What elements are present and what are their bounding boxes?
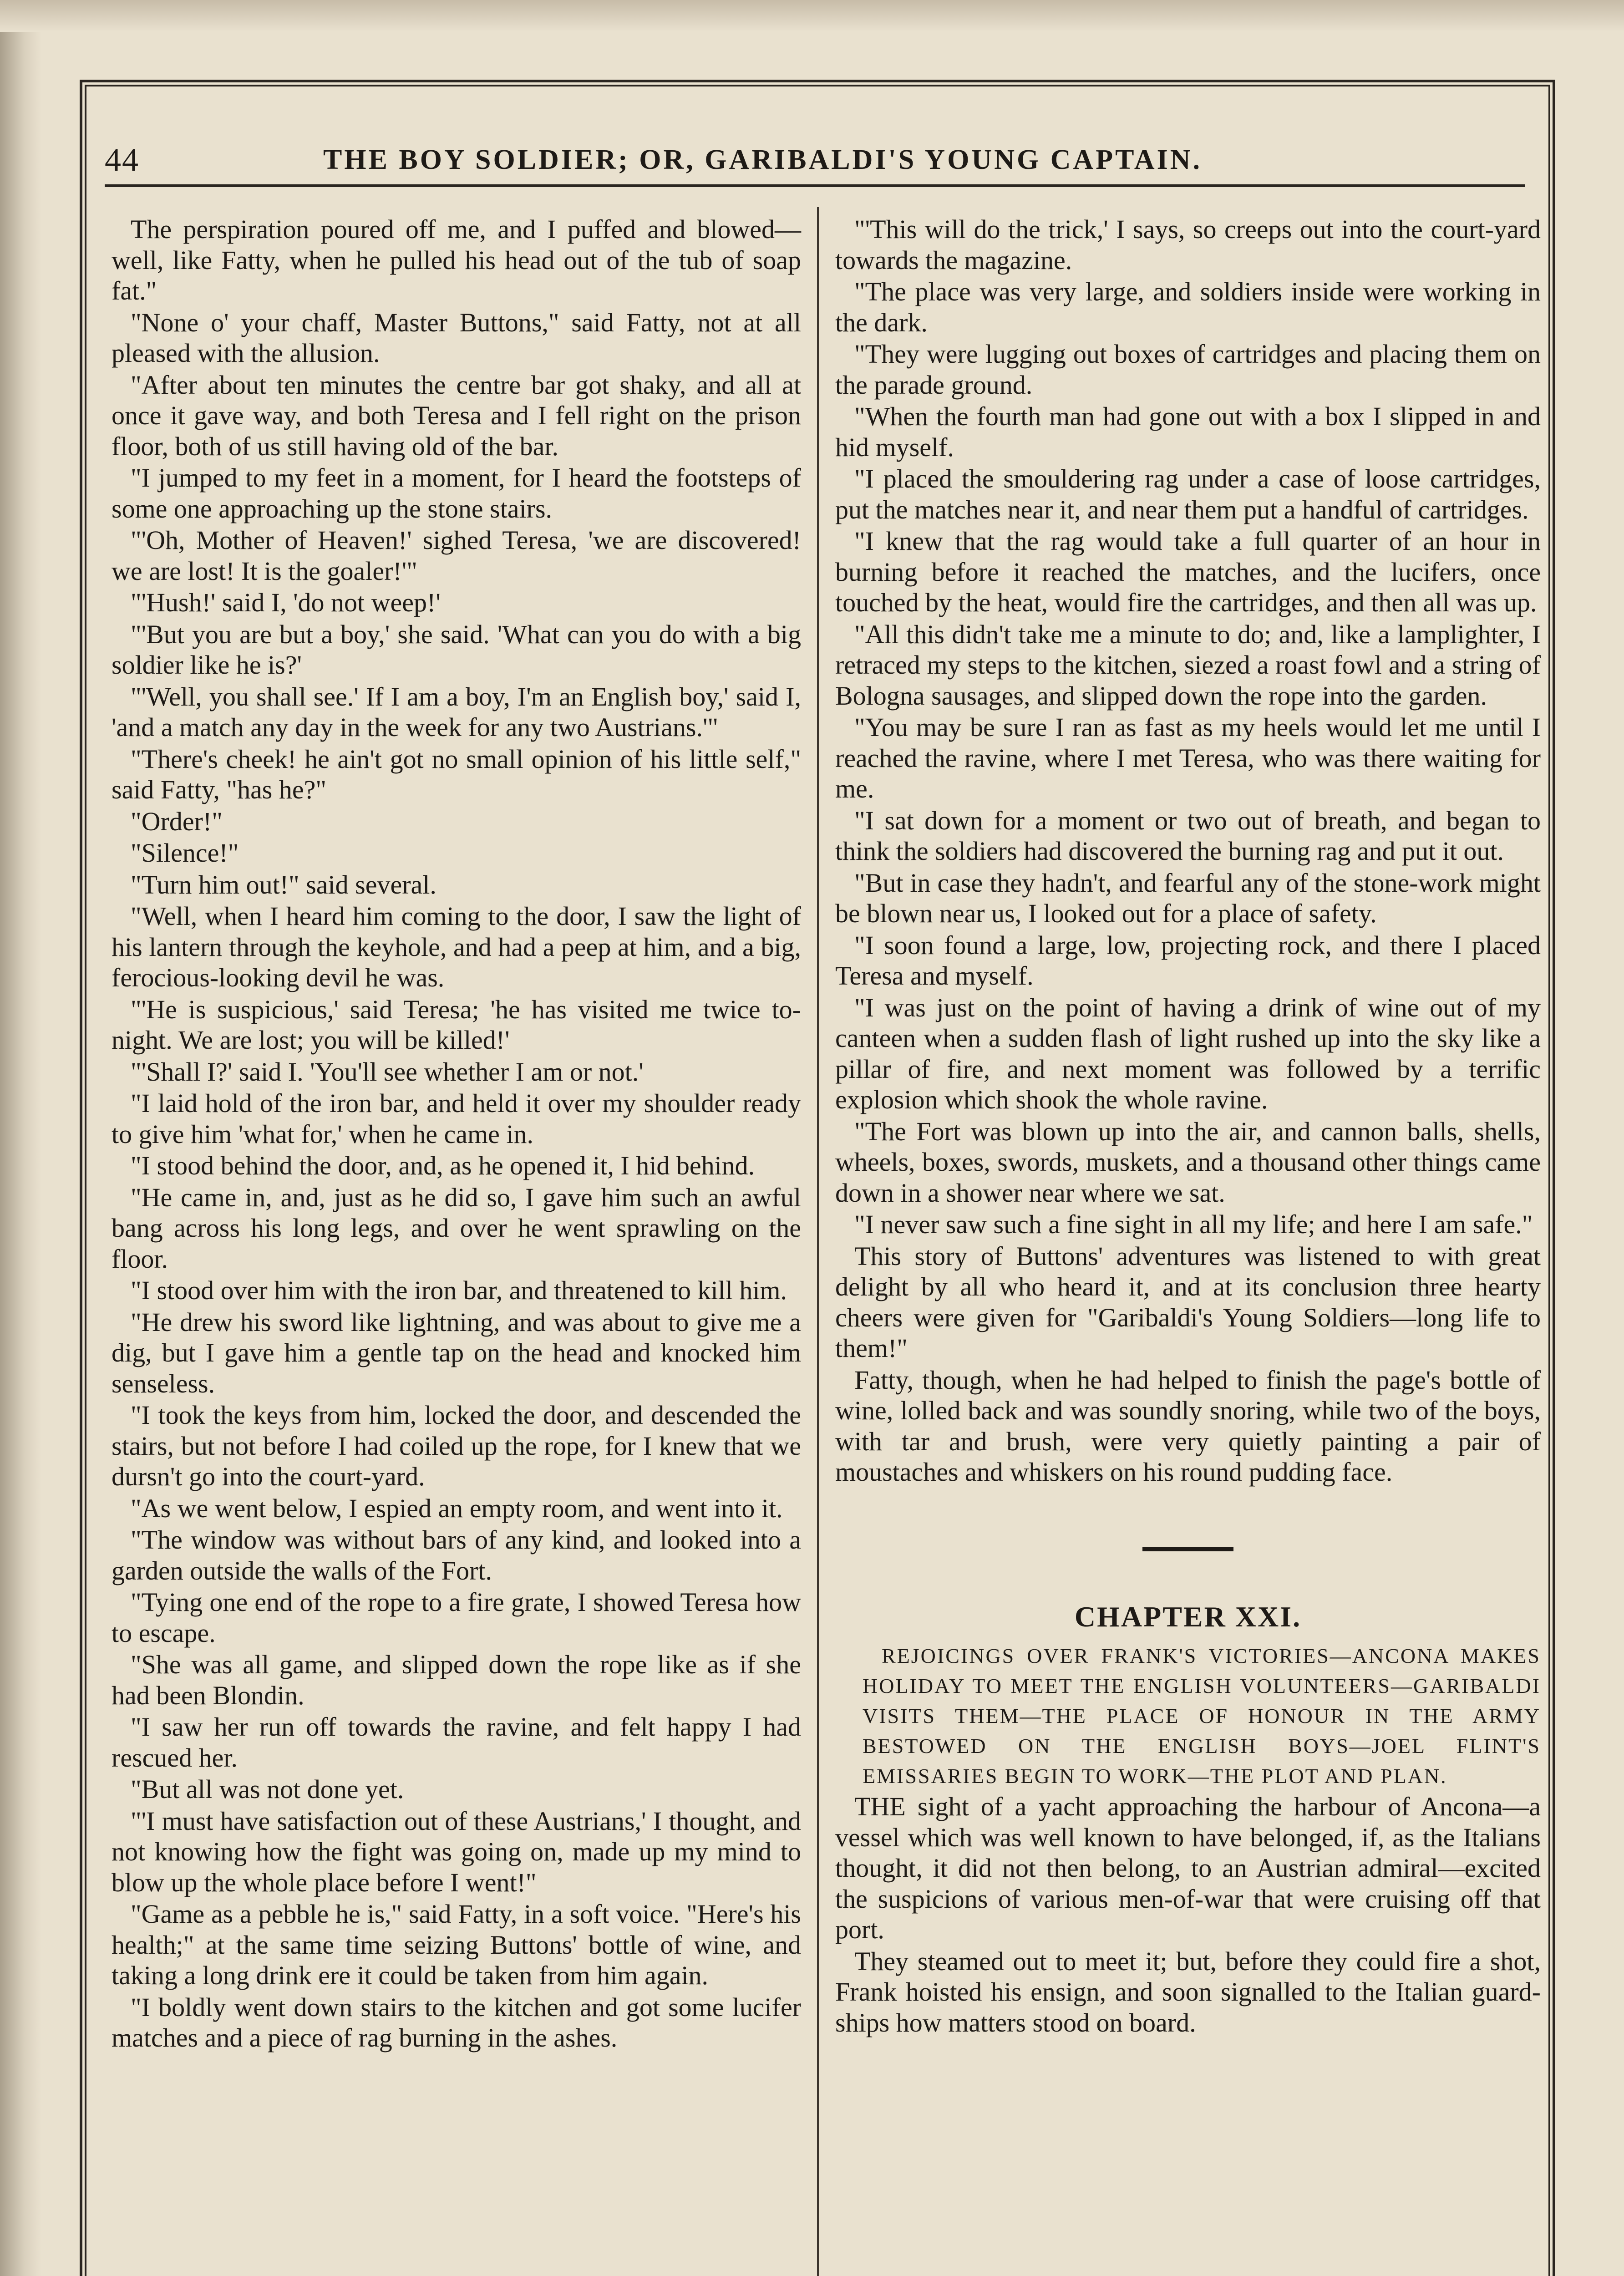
- right-column: [835, 214, 1541, 2038]
- chapter-ornament-rule: [1142, 1547, 1233, 1551]
- paragraph: "'Shall I?' said I. 'You'll see whether I am or not.': [131, 1057, 644, 1087]
- paragraph: "The place was very large, and soldiers inside were working in the dark.: [835, 277, 1541, 337]
- paragraph: "Tying one end of the rope to a fire grate, I showed Teresa how to escape.: [112, 1587, 801, 1648]
- paragraph: "'I must have satisfaction out of these Austrians,' I thought, and not knowing how the fight was going on, made up my mind to blow up the whole place before I went!": [112, 1806, 801, 1897]
- paragraph: "She was all game, and slipped down the rope like as if she had been Blondin.: [112, 1650, 801, 1710]
- scan-top-edge: [0, 0, 1624, 32]
- running-title: THE BOY SOLDIER; OR, GARIBALDI'S YOUNG CAPTAIN.: [323, 144, 1203, 175]
- header-rule: [105, 184, 1525, 187]
- paragraph: "But in case they hadn't, and fearful any of the stone-work might be blown near us, I looked out for a place of safety.: [835, 868, 1541, 928]
- paragraph: "He came in, and, just as he did so, I gave him such an awful bang across his long legs, and over he went sprawling on the floor.: [112, 1182, 801, 1274]
- paragraph: "All this didn't take me a minute to do; and, like a lamplighter, I retraced my steps to the kitchen, siezed a roast fowl and a string of Bologna sausages, and slipped down the rope into the garden.: [835, 619, 1541, 711]
- paragraph: "I sat down for a moment or two out of breath, and began to think the soldiers had discovered the burning rag and put it out.: [835, 805, 1541, 866]
- paragraph: "'This will do the trick,' I says, so creeps out into the court-yard towards the magazine.: [835, 214, 1541, 275]
- paragraph: "'But you are but a boy,' she said. 'What can you do with a big soldier like he is?': [112, 619, 801, 680]
- paragraph: "There's cheek! he ain't got no small opinion of his little self," said Fatty, "has he?": [112, 744, 801, 804]
- paragraph: "The Fort was blown up into the air, and cannon balls, shells, wheels, boxes, swords, muskets, and a thousand other things came down in a shower near where we sat.: [835, 1116, 1541, 1208]
- page-header: [105, 132, 1507, 182]
- paragraph: "They were lugging out boxes of cartridges and placing them on the parade ground.: [835, 339, 1541, 400]
- paragraph: "Turn him out!" said several.: [131, 869, 436, 899]
- paragraph: "I knew that the rag would take a full quarter of an hour in burning before it reached the matches, and the lucifers, once touched by the heat, would fire the cartridges, and then all was up.: [835, 526, 1541, 617]
- paragraph: THE sight of a yacht approaching the harbour of Ancona—a vessel which was well known to have belonged, if, as the Italians thought, it did not then belong, to an Austrian admiral—excited the suspicions of various men-of-war that were cruising off that port.: [835, 1792, 1541, 1944]
- column-divider: [817, 207, 819, 2276]
- left-column: [112, 214, 801, 2053]
- paragraph: "But all was not done yet.: [131, 1774, 404, 1804]
- paragraph: "I never saw such a fine sight in all my life; and here I am safe.": [854, 1209, 1533, 1239]
- paragraph: "Silence!": [131, 838, 239, 868]
- paragraph: The perspiration poured off me, and I puffed and blowed—well, like Fatty, when he pulled his head out of the tub of soap fat.": [112, 214, 801, 305]
- paragraph: "'Well, you shall see.' If I am a boy, I'm an English boy,' said I, 'and a match any day in the week for any two Austrians.'": [112, 681, 801, 742]
- paragraph: "I stood over him with the iron bar, and threatened to kill him.: [131, 1275, 787, 1305]
- page-number: 44: [105, 142, 139, 178]
- chapter-summary: REJOICINGS OVER FRANK'S VICTORIES—ANCONA MAKES HOLIDAY TO MEET THE ENGLISH VOLUNTEERS—GARIBALDI VISITS THEM—THE PLACE OF HONOUR IN THE ARMY BESTOWED ON THE ENGLISH BOYS—JOEL FLINT'S EMISSARIES BEGIN TO WORK—THE PLOT AND PLAN.: [863, 1644, 1541, 1788]
- paragraph: "You may be sure I ran as fast as my heels would let me until I reached the ravine, where I met Teresa, who was there waiting for me.: [835, 712, 1541, 803]
- paragraph: "'He is suspicious,' said Teresa; 'he has visited me twice to-night. We are lost; you will be killed!': [112, 994, 801, 1055]
- paragraph: "I stood behind the door, and, as he opened it, I hid behind.: [131, 1151, 755, 1180]
- paragraph: "I was just on the point of having a drink of wine out of my canteen when a sudden flash of light rushed up into the sky like a pillar of fire, and next moment was followed by a terrific explosion which shook the whole ravine.: [835, 992, 1541, 1114]
- paragraph: "After about ten minutes the centre bar got shaky, and all at once it gave way, and both Teresa and I fell right on the prison floor, both of us still having old of the bar.: [112, 370, 801, 461]
- paragraph: "Game as a pebble he is," said Fatty, in a soft voice. "Here's his health;" at the same time seizing Buttons' bottle of wine, and taking a long drink ere it could be taken from him again.: [112, 1899, 801, 1990]
- chapter-heading: CHAPTER XXI.: [1074, 1600, 1302, 1633]
- paragraph: "'Oh, Mother of Heaven!' sighed Teresa, 'we are discovered! we are lost! It is the goaler!'": [112, 525, 801, 586]
- paragraph: "He drew his sword like lightning, and was about to give me a dig, but I gave him a gentle tap on the head and knocked him senseless.: [112, 1307, 801, 1398]
- paragraph: "Order!": [131, 806, 223, 836]
- paragraph: "Well, when I heard him coming to the door, I saw the light of his lantern through the keyhole, and had a peep at him, and a big, ferocious-looking devil he was.: [112, 901, 801, 992]
- paragraph: Fatty, though, when he had helped to finish the page's bottle of wine, lolled back and was soundly snoring, while two of the boys, with tar and brush, were very quietly painting a pair of moustaches and whiskers on his round pudding face.: [835, 1365, 1541, 1487]
- paragraph: "I boldly went down stairs to the kitchen and got some lucifer matches and a piece of rag burning in the ashes.: [112, 1992, 801, 2052]
- chapter-body: [835, 1791, 1541, 2038]
- paragraph: "I saw her run off towards the ravine, and felt happy I had rescued her.: [112, 1712, 801, 1773]
- paragraph: This story of Buttons' adventures was listened to with great delight by all who heard it, and at its conclusion three hearty cheers were given for "Garibaldi's Young Soldiers—long life to them!": [835, 1241, 1541, 1363]
- paragraph: "When the fourth man had gone out with a box I slipped in and hid myself.: [835, 401, 1541, 462]
- paragraph: "None o' your chaff, Master Buttons," said Fatty, not at all pleased with the allusion.: [112, 307, 801, 368]
- paragraph: "I soon found a large, low, projecting rock, and there I placed Teresa and myself.: [835, 930, 1541, 991]
- paragraph: "I placed the smouldering rag under a case of loose cartridges, put the matches near it, and near them put a handful of cartridges.: [835, 464, 1541, 524]
- paragraph: "I took the keys from him, locked the door, and descended the stairs, but not before I had coiled up the rope, for I knew that we dursn't go into the court-yard.: [112, 1400, 801, 1491]
- paragraph: "I jumped to my feet in a moment, for I heard the footsteps of some one approaching up the stone stairs.: [112, 463, 801, 523]
- paragraph: "'Hush!' said I, 'do not weep!': [131, 588, 441, 617]
- paragraph: "As we went below, I espied an empty room, and went into it.: [131, 1493, 783, 1523]
- paragraph: They steamed out to meet it; but, before they could fire a shot, Frank hoisted his ensign, and soon signalled to the Italian guard-ships how matters stood on board.: [835, 1946, 1541, 2037]
- paragraph: "The window was without bars of any kind, and looked into a garden outside the walls of the Fort.: [112, 1525, 801, 1585]
- paragraph: "I laid hold of the iron bar, and held it over my shoulder ready to give him 'what for,' when he came in.: [112, 1088, 801, 1149]
- scan-page-edge: [0, 0, 41, 2276]
